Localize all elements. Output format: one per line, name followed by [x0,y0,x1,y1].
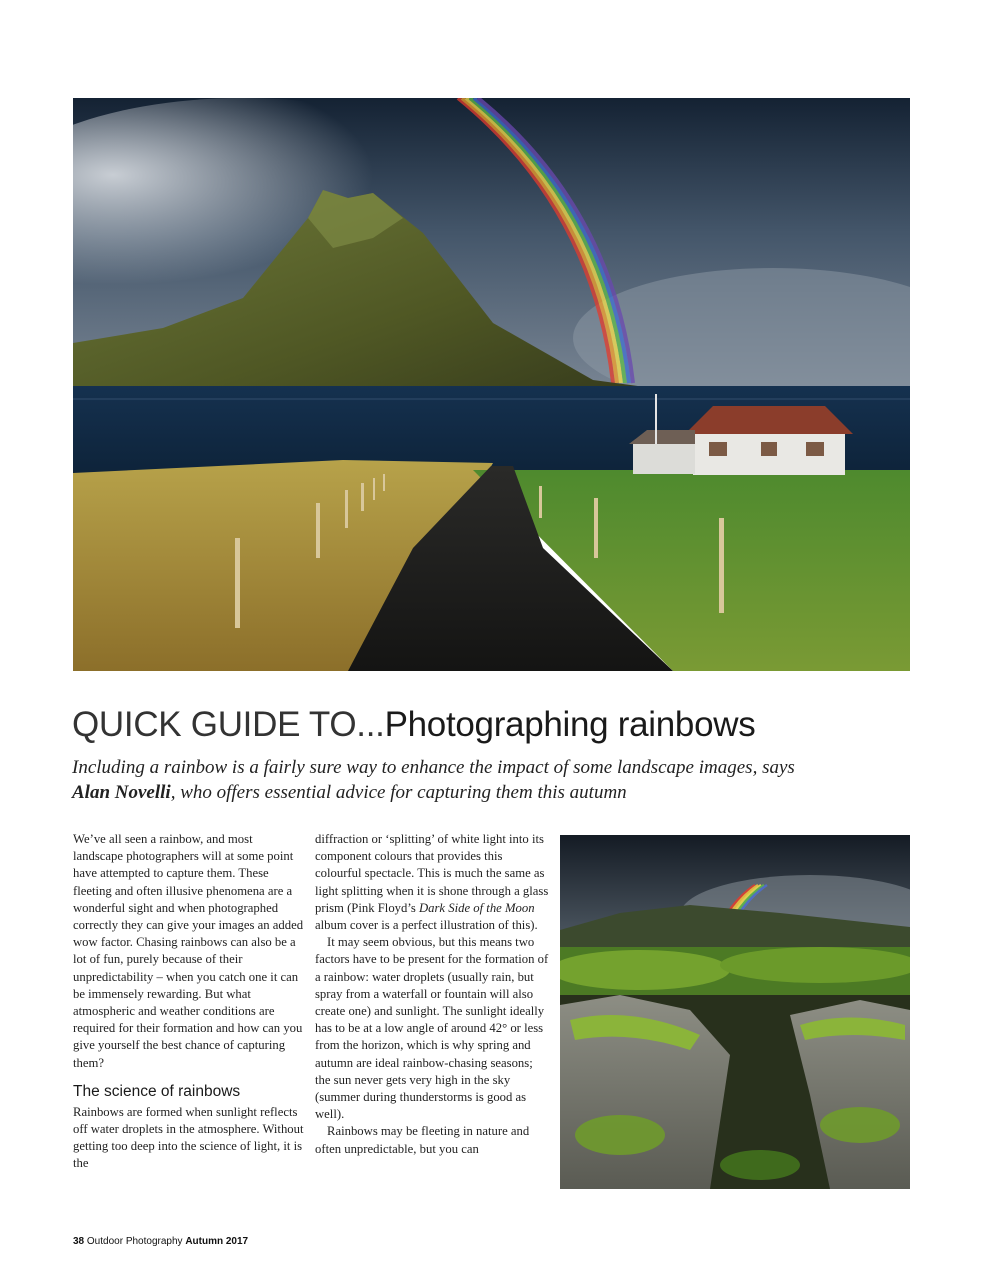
standfirst-text-after: , who offers essential advice for capturing them this autumn [170,782,627,803]
article-title [72,703,952,747]
paragraph [315,831,551,934]
page-footer [73,1236,248,1247]
paragraph: Rainbows may be fleeting in nature and often unpredictable, but you can [315,1124,530,1156]
standfirst [72,755,812,805]
author-name: Alan Novelli [72,782,171,803]
side-photo [560,835,910,1189]
subhead-science: The science of rainbows [73,1082,241,1100]
hero-photo [73,98,910,671]
page-number: 38 [73,1236,85,1247]
paragraph-text: album cover is a perfect illustration of this). [315,918,538,933]
standfirst-text-before: Including a rainbow is a fairly sure way to enhance the impact of some landscape images, says [72,757,795,778]
mossy-rocks-illustration [560,835,910,1189]
article-title-text: Photographing rainbows [384,705,756,744]
album-title: Dark Side of the Moon [418,900,535,915]
issue-name: Autumn 2017 [185,1236,249,1247]
paragraph-text: diffraction or ‘splitting’ of white light into its component colours that provides this colourful spectacle. This is much the same as light splitting when it is shone through a glass prism (Pink Floyd’s [315,832,549,915]
body-column-2 [315,831,551,1158]
article-kicker: QUICK GUIDE TO... [72,705,385,744]
paragraph: It may seem obvious, but this means two factors have to be present for the formation of a rainbow: water droplets (usually rain, but spray from a waterfall or fountain will also create one) and sunlight. The sunlight ideally has to be at a low angle of around 42° or less from the horizon, which is why spring and autumn are ideal rainbow-chasing seasons; the sun never gets very high in the sky (summer during thunderstorms is good as well). [315,935,549,1122]
hero-landscape-illustration [73,98,910,671]
paragraph: Rainbows are formed when sunlight reflects off water droplets in the atmosphere. Without getting too deep into the science of light, it is the [73,1104,304,1171]
publication-name: Outdoor Photography [86,1236,183,1247]
paragraph: We’ve all seen a rainbow, and most landscape photographers will at some point have attempted to capture them. These fleeting and often illusive phenomena are a wonderful sight and when photographed correctly they can give your images an added wow factor. Chasing rainbows can also be a lot of fun, purely because of their unpredictability – when you catch one it can be immensely rewarding. But what atmospheric and weather conditions are required for their formation and how can you give yourself the best chance of capturing them? [73,832,304,1070]
body-column-1 [73,831,305,1173]
